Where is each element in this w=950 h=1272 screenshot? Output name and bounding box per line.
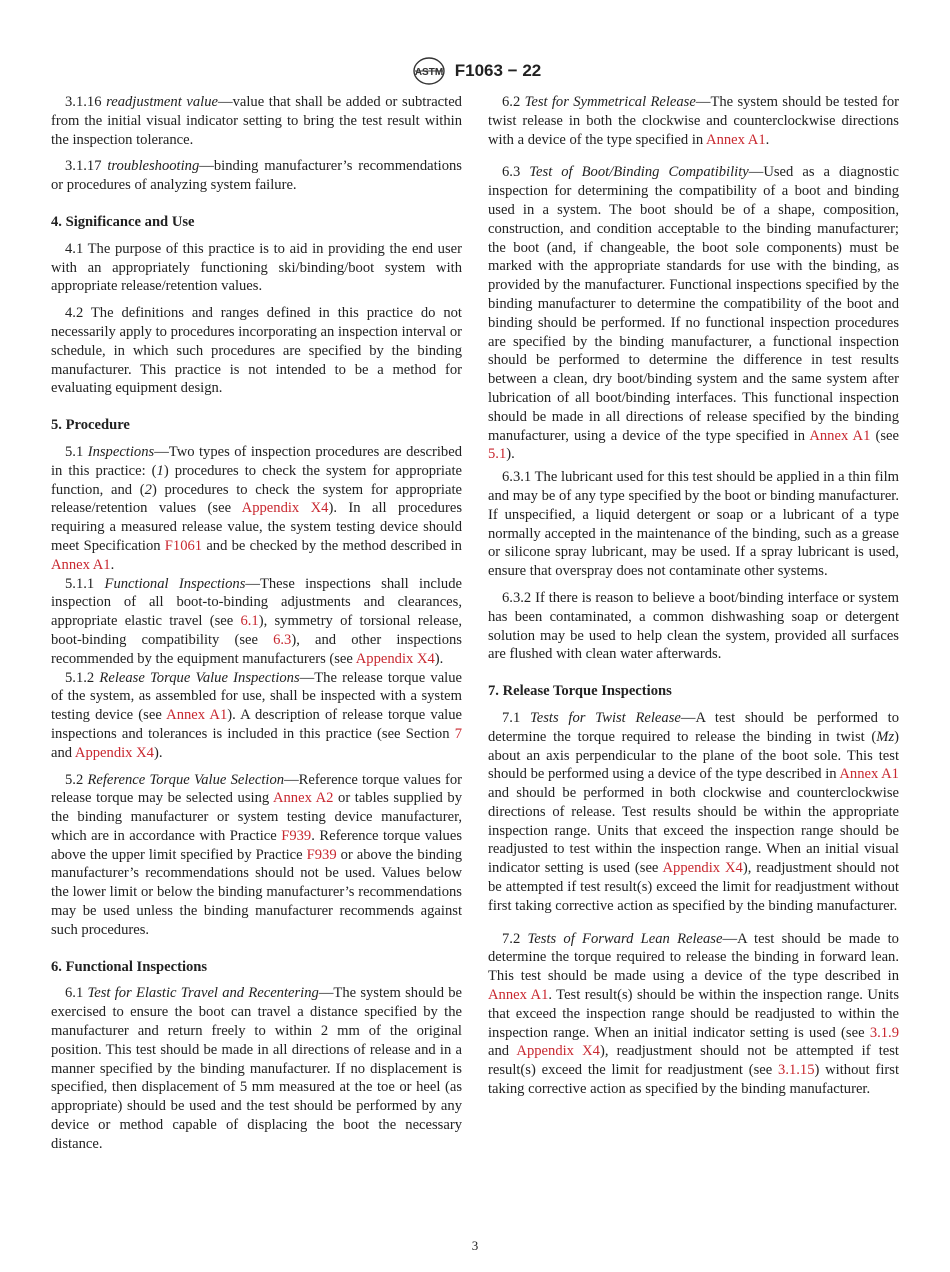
para-4-1: 4.1 The purpose of this practice is to aid in providing the end user with an appropriately functioning ski/binding/boot system with appropriate release/retention values. [51,240,462,295]
link-5-1[interactable]: 5.1 [488,446,507,463]
link-annex-a1[interactable]: Annex A1 [51,556,111,573]
para-6-1: 6.1 Test for Elastic Travel and Recentering—The system should be exercised to ensure the boot can travel a distance specified by the manufacturer and return freely to within 2 mm of the original position. This test should be made in all directions of release and in a manner specified by the binding manufacturer. If no displacement is specified, then displacement of 5 mm measured at the toe or heel (as appropriate) should be used and the test should be performed by any device or method capable of displacing the boot the necessary distance. [51,985,463,1152]
link-3-1-15[interactable]: 3.1.15 [778,1062,815,1079]
page-number: 3 [471,1238,479,1253]
link-annex-a2[interactable]: Annex A2 [272,790,334,807]
section-heading-5: 5. Procedure [51,417,130,434]
para-4-2: 4.2 The definitions and ranges defined in this practice do not necessarily apply to procedures incorporating an inspection interval or schedule, in which such procedures are specified by the binding manufacturer. This practice is not intended to be a method for evaluating equipment design. [51,305,462,397]
right-column [488,93,899,1107]
para-6-3-1: 6.3.1 The lubricant used for this test should be applied in a thin film and may be of any type specified by the boot or binding manufacturer. If unspecified, a liquid detergent or soap or a lubricant of a type normally accepted in the maintenance of the binding, such as a grease or silicone spray lubricant, may be used. If a spray lubricant is used, ensure that overspray does not contaminate other systems. [488,469,899,580]
para-5-1-1: 5.1.1 Functional Inspections—These inspections shall include inspection of all boot-to-binding adjustments and clearances, appropriate elastic travel (see 6.1), symmetry of torsional release, boot-binding compatibility (see 6.3), and other inspections recommended by the equipment manufacturers (see Appendix X4). [51,575,462,667]
left-column [51,93,462,1162]
link-f939[interactable]: F939 [281,827,312,844]
para-7-2: 7.2 Tests of Forward Lean Release—A test should be made to determine the torque required to release the binding in forward lean. This test should be made using a device of the type described in Annex A1. Test result(s) should be within the inspection range. Units that exceed the inspection range should be readjusted to within the inspection range. When an initial indicator setting is used (see 3.1.9 and Appendix X4), readjustment should not be attempted if test result(s) exceed the limit for readjustment (see 3.1.15) without first taking corrective action as specified by the binding manufacturer. [488,930,900,1098]
link-annex-a1[interactable]: Annex A1 [166,707,228,724]
section-heading-7: 7. Release Torque Inspections [488,683,672,700]
section-heading-6: 6. Functional Inspections [51,958,208,975]
para-6-3-2: 6.3.2 If there is reason to believe a boot/binding interface or system has been contaminated, a common dishwashing soap or detergent solution may be used to help clean the system, provided all surfaces are flushed with clean water afterwards. [488,589,899,663]
link-3-1-9[interactable]: 3.1.9 [869,1024,899,1041]
link-annex-a1[interactable]: Annex A1 [706,131,766,148]
link-section-7[interactable]: 7 [454,725,462,742]
link-f939[interactable]: F939 [306,846,337,863]
para-3-1-16: 3.1.16 readjustment value—value that shall be added or subtracted from the initial visual indicator setting to bring the test result within the inspection tolerance. [51,94,462,148]
link-f1061[interactable]: F1061 [164,537,203,554]
astm-logo-icon [409,56,449,86]
link-appendix-x4[interactable]: Appendix X4 [662,860,743,877]
link-appendix-x4[interactable]: Appendix X4 [355,650,435,667]
link-annex-a1[interactable]: Annex A1 [839,766,899,783]
para-5-2: 5.2 Reference Torque Value Selection—Reference torque values for release torque may be selected using Annex A2 or tables supplied by the binding manufacturer or system testing device manufacturer, which are in accordance with Practice F939. Reference torque values above the upper limit specified by Practice F939 or above the binding manufacturer’s recommendations should not be used. Values below the lower limit or below the binding manufacturer’s recommendations may be used unless the binding manufacturer recommends against such procedures. [51,771,463,938]
link-appendix-x4[interactable]: Appendix X4 [516,1043,600,1060]
svg-text:ASTM: ASTM [414,67,443,78]
para-3-1-17: 3.1.17 troubleshooting—binding manufacturer’s recommendations or procedures of analyzing system failure. [51,158,462,194]
para-5-1: 5.1 Inspections—Two types of inspection procedures are described in this practice: (1) procedures to check the system for appropriate function, and (2) procedures to check the system for appropriate release/retention values (see Appendix X4). In all procedures requiring a measured release value, the system testing device should meet Specification F1061 and be checked by the method described in Annex A1. [51,443,462,573]
para-5-1-2: 5.1.2 Release Torque Value Inspections—The release torque value of the system, as assembled for use, shall be inspected with a system testing device (see Annex A1). A description of release torque value inspections and tolerances is included in this practice (see Section 7 and Appendix X4). [51,669,463,761]
para-7-1: 7.1 Tests for Twist Release—A test should be performed to determine the torque required to release the binding in twist (Mz) about an axis perpendicular to the plane of the boot sole. This test should be performed using a device of the type described in Annex A1 and should be performed in both clockwise and counterclockwise directions of release. Test results should be within the appropriate inspection range. Units that exceed the inspection range should be readjusted to test within the inspection range. When an initial visual indicator setting is used (see Appendix X4), readjustment should not be attempted if test result(s) exceed the limit for readjustment without first taking corrective action as specified by the binding manufacturer. [488,709,900,914]
page-header [0,54,950,88]
para-6-3: 6.3 Test of Boot/Binding Compatibility—Used as a diagnostic inspection for determining the compatibility of a boot and binding used in a system. The boot should be of a shape, composition, construction, and condition acceptable to the binding manufacturer; the boot (and, if changeable, the boot sole components) must be marked with the appropriate standards for use with the binding, as provided by the manufacturer. Functional inspections specified by the binding manufacturer to determine the compatibility of the boot and binding should be performed. If no functional inspection procedures are specified by the binding manufacturer, a functional inspection should be performed to determine the difference in test results between a clean, dry boot/binding system and the same system after lubrication of all boot/binding interfaces. This functional inspection should be made in all directions of release specified by the binding manufacturer, using a device of the type specified in Annex A1 (see 5.1). [488,164,899,463]
link-6-3[interactable]: 6.3 [273,631,292,648]
link-appendix-x4[interactable]: Appendix X4 [241,500,329,517]
link-annex-a1[interactable]: Annex A1 [809,427,871,444]
link-appendix-x4[interactable]: Appendix X4 [74,744,154,761]
document-id: F1063 − 22 [454,61,542,80]
link-annex-a1[interactable]: Annex A1 [488,987,549,1004]
para-6-2: 6.2 Test for Symmetrical Release—The system should be tested for twist release in both the clockwise and counterclockwise directions with a device of the type specified in Annex A1. [488,94,899,148]
link-6-1[interactable]: 6.1 [240,613,259,630]
section-heading-4: 4. Significance and Use [51,213,195,230]
